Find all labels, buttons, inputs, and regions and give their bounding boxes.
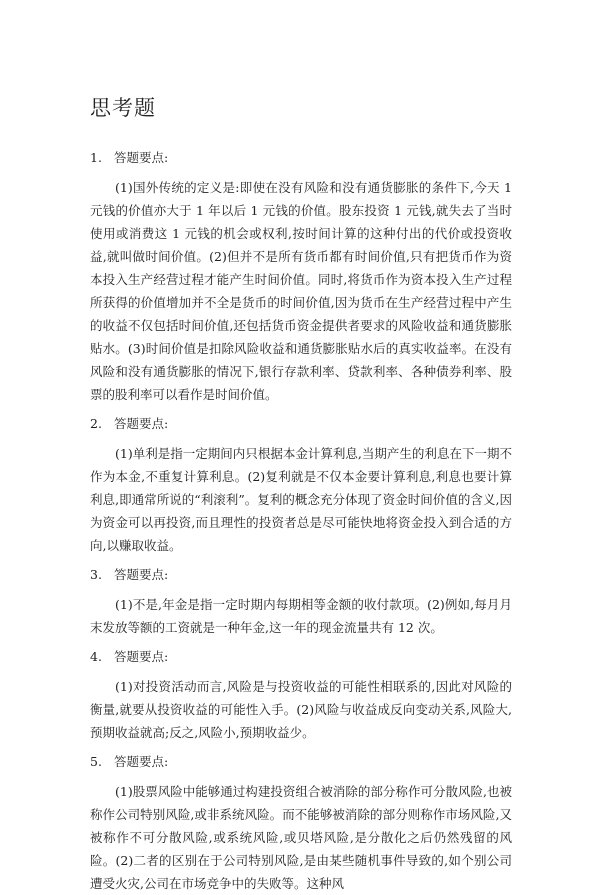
item-number: 5. [90, 754, 102, 769]
item-number: 4. [90, 649, 102, 664]
item-heading-label: 答题要点: [114, 416, 169, 431]
item-number: 2. [90, 416, 102, 431]
item-answer-text: (1)股票风险中能够通过构建投资组合被消除的部分称作可分散风险,也被称作公司特别风险,或非系统风险。而不能够被消除的部分则称作市场风险,又被称作不可分散风险,或系统风险,或贝塔风险,是分散化之后仍然残留的风险。(2)二者的区别在于公司特别风险,是由某些随机事件导致的,如个别公司遭受火灾,公司在市场竞争中的失败等。这种风 [90, 784, 512, 891]
item-heading [90, 414, 512, 434]
item-answer-text: (1)单利是指一定期间内只根据本金计算利息,当期产生的利息在下一期不作为本金,不重复计算利息。(2)复利就是不仅本金要计算利息,利息也要计算利息,即通常所说的“利滚利”。复利的概念充分体现了资金时间价值的含义,因为资金可以再投资,而且理性的投资者总是尽可能快地将资金投入到合适的方向,以赚取收益。 [90, 446, 512, 553]
question-item-2 [90, 414, 512, 557]
item-heading-label: 答题要点: [114, 649, 169, 664]
question-item-5 [90, 752, 512, 895]
item-answer-text: (1)不是,年金是指一定时期内每期相等金额的收付款项。(2)例如,每月月末发放等额的工资就是一种年金,这一年的现金流量共有 12 次。 [90, 597, 512, 635]
item-heading-label: 答题要点: [114, 150, 169, 165]
question-item-1 [90, 148, 512, 406]
item-answer-text: (1)对投资活动而言,风险是与投资收益的可能性相联系的,因此对风险的衡量,就要从投资收益的可能性入手。(2)风险与收益成反向变动关系,风险大,预期收益就高;反之,风险小,预期收益少。 [90, 679, 512, 740]
item-heading [90, 565, 512, 585]
item-heading [90, 752, 512, 772]
item-answer-text: (1)国外传统的定义是:即使在没有风险和没有通货膨胀的条件下,今天 1 元钱的价值亦大于 1 年以后 1 元钱的价值。股东投资 1 元钱,就失去了当时使用或消费这 1 元钱的机会或权利,按时间计算的这种付出的代价或投资收益,就叫做时间价值。(2)但并不是所有货币都有时间价值,只有把货币作为资本投入生产经营过程才能产生时间价值。同时,将货币作为资本投入生产过程所获得的价值增加并不全是货币的时间价值,因为货币在生产经营过程中产生的收益不仅包括时间价值,还包括货币资金提供者要求的风险收益和通货膨胀贴水。(3)时间价值是扣除风险收益和通货膨胀贴水后的真实收益率。在没有风险和没有通货膨胀的情况下,银行存款利率、贷款利率、各种债券利率、股票的股利率可以看作是时间价值。 [90, 180, 512, 402]
question-item-4 [90, 647, 512, 744]
item-heading [90, 148, 512, 168]
item-heading-label: 答题要点: [114, 754, 169, 769]
page-title: 思考题 [90, 96, 156, 120]
item-heading-label: 答题要点: [114, 567, 169, 582]
item-number: 1. [90, 150, 102, 165]
item-number: 3. [90, 567, 102, 582]
item-heading [90, 647, 512, 667]
question-item-3 [90, 565, 512, 639]
